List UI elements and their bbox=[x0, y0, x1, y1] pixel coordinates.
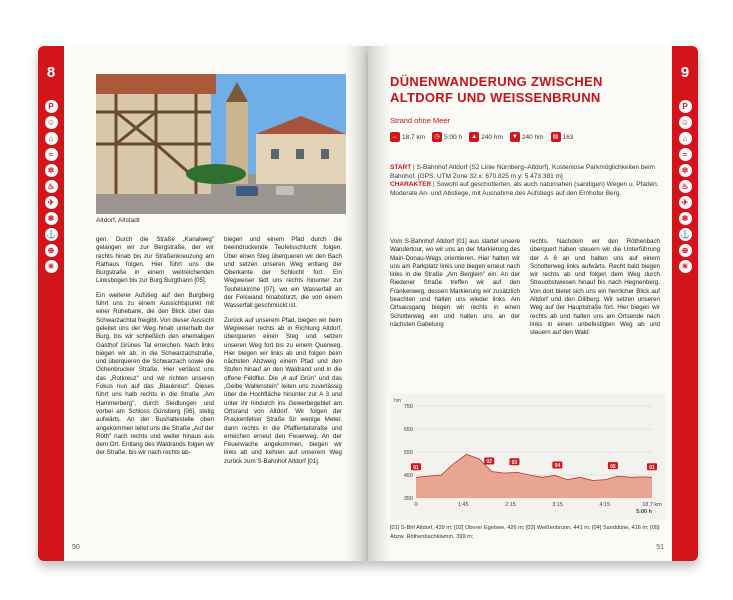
y-tick-label: 650 bbox=[403, 427, 413, 433]
character-info: CHARAKTER | Sowohl auf geschotterten, als auch naturnahen (sandigen) Wegen u. Pfaden. Moderate An- und Abstiege, mit Ausnahme des Aufstiegs auf den Ernhofer Berg. bbox=[390, 181, 659, 197]
side-category-icon: ☺ bbox=[679, 116, 692, 129]
side-category-icon: ❄ bbox=[45, 212, 58, 225]
altdorf-photo bbox=[96, 74, 346, 214]
character-label: CHARAKTER bbox=[390, 181, 432, 188]
side-category-icon: ⌂ bbox=[45, 132, 58, 145]
y-tick-label: 750 bbox=[403, 404, 413, 410]
stat-item bbox=[432, 132, 462, 142]
left-side-icons bbox=[38, 100, 64, 273]
stat-value: 163 bbox=[562, 133, 574, 141]
right-page bbox=[368, 46, 698, 561]
x-tick-label: 2:15 bbox=[505, 502, 516, 508]
start-info: START | S-Bahnhof Altdorf (S2 Linie Nürnberg–Altdorf). Kostenlose Parkmöglichkeiten beim Bahnhof. [GPS: UTM Zone 32 x: 670.825 m y: 5.473.381 m] bbox=[390, 164, 655, 180]
stat-value: 240 hm bbox=[521, 133, 544, 141]
elevation-profile-chart bbox=[390, 394, 665, 520]
y-tick-label: 450 bbox=[403, 473, 413, 479]
x-tick-label: 1:45 bbox=[457, 502, 469, 508]
stat-item bbox=[551, 132, 574, 142]
right-column-2: rechts. Nachdem wir den Röthenbach überquert haben steuern wir die Unterführung der A 6 an und halten uns auf einem Schotterweg links aufwärts. Recht bald biegen wir rechts ab und folgen dem Weg durch Streuobstwiesen hinauf bis nach Hegnenberg. Von dort bietet sich uns ein herrlicher Blick auf Altdorf und den Dillberg. Wir setzen unseren Weg auf der Hauptstraße fort. Hier biegen wir rechts ab und halten uns am Ortsende nach links in einen unbefestigten Weg ab und steuern auf den Wald bbox=[530, 238, 660, 337]
ascent-icon: ▲ bbox=[469, 132, 479, 142]
tour-stats bbox=[390, 132, 573, 142]
book-spread bbox=[38, 40, 698, 570]
stat-item bbox=[469, 132, 503, 142]
left-column-1 bbox=[96, 236, 214, 464]
y-tick-label: 350 bbox=[403, 496, 413, 502]
side-category-icon: ❄ bbox=[679, 212, 692, 225]
stat-item bbox=[510, 132, 544, 142]
side-category-icon: ♨ bbox=[679, 180, 692, 193]
side-category-icon: ✲ bbox=[679, 164, 692, 177]
waypoint-label: 01 bbox=[649, 464, 655, 471]
side-category-icon: ≈ bbox=[679, 148, 692, 161]
waypoint-label: 05 bbox=[610, 463, 616, 470]
y-axis-label: hm bbox=[394, 398, 401, 404]
chart-background bbox=[390, 394, 665, 520]
right-column-1: Vom S-Bahnhof Altdorf [01] aus startet unsere Wandertour, wo wir uns an der Markierung des Main-Donau-Wegs orientieren. Hier halten wir uns am Parkplatz links und biegen erneut nach links in die Straße „Am Berglein" ein. An der Riedener Straße treffen wir auf den Frankenweg, dessen Markierung wir zusätzlich beachten und halten uns wieder links. Am Ortsausgang biegen wir rechts in einen Schotterweg ein und halten uns an der nächsten Gabelung bbox=[390, 238, 520, 328]
time-end-label: 5:00 h bbox=[636, 509, 652, 515]
stat-value: 5:00 h bbox=[444, 133, 463, 141]
waypoint-label: 03 bbox=[511, 459, 518, 466]
distance-icon: ↔ bbox=[392, 134, 398, 140]
page-icon: ▤ bbox=[551, 132, 561, 142]
side-category-icon: ✈ bbox=[45, 196, 58, 209]
left-color-edge bbox=[38, 46, 64, 561]
side-category-icon: ⌂ bbox=[679, 132, 692, 145]
left-col1-paragraph-2: Ein weiterer Aufstieg auf den Burgberg führt uns zu einem Aussichtspunkt mit einer Ruhebank, die den Blick über das Schwarzachtal freigibt. Von dieser Aussicht geleitet uns der Weg hinab unterhalb der Burg, bis wir schließlich den ehemaligen Gasthof Grünes Tal erreichen. Nach links biegen wir ab, in die Schwarzachstraße, und überqueren die Schwarzach sowie die Ochenbrucker Straße. Hier verlässt uns das „Rotkreuz" und wir richten unseren Fokus nun auf das „Blaukreuz". Dieses führt uns halb rechts in die Straße „Am Hammerberg", durch Siedlungen und vorbei am Schloss Günsberg [06], stetig aufwärts. An der Bushaltestelle oben angekommen leitet uns die Straße „Auf der Röth" nach rechts und weiter hinaus aus dem Ort. Entlang des Waldrands folgen wir der Straße, bis wir nach rechts ab- bbox=[96, 291, 214, 457]
left-page-number: 50 bbox=[72, 544, 80, 551]
stat-value: 18,7 km bbox=[402, 133, 426, 141]
side-category-icon: ✈ bbox=[679, 196, 692, 209]
time-icon: ◷ bbox=[432, 132, 442, 142]
waypoint-label: 04 bbox=[554, 463, 561, 470]
side-category-icon: ☀ bbox=[679, 260, 692, 273]
side-category-icon: ⊕ bbox=[679, 244, 692, 257]
side-category-icon: ⚓ bbox=[680, 230, 690, 239]
side-category-icon: ☀ bbox=[45, 260, 58, 273]
stat-item bbox=[390, 132, 425, 142]
x-tick-label: 18,7 km bbox=[642, 502, 662, 508]
left-col1-paragraph-1: gen. Durch die Straße „Kanalweg" gelangen wir zur Bergstraße, der wir rechts hinab bis zur Straßenkreuzung am Rathaus folgen. Hier führt uns die Burgstraße in einem weitreichenden Linksbogen bis zur Burg Burgthann [05]. bbox=[96, 236, 214, 285]
start-label: START bbox=[390, 164, 412, 171]
left-col2-paragraph-2: Zurück auf unserem Pfad, biegen wir beim Wegweiser rechts ab in Richtung Altdorf, überqueren einen Steg und setzen unseren Weg fort bis zu einem Querweg. Hier biegen wir links ab und folgen beim nächsten Abzweig einem Pfad und den Stufen hinauf an den Waldrand und in die offene Feldflur. Die „4 auf Grün" und das „Gelbe Wallenstein" leiten uns zuverlässig über die Hochfläche hinunter zur A 3 und unter ihr hindurch ins Gewerbegebiet am Ortsrand von Altdorf. Wir folgen der Prackenfelser Straße für wenige Meter, dann rechts in die Pfaffentalstraße und erreichen erneut den Feuerweg. An der Feuerwache angekommen, biegen wir links ab und kehren auf unserem Weg zurück zum S-Bahnhof Altdorf [01]. bbox=[224, 316, 342, 465]
left-col2-paragraph-1: biegen und einem Pfad durch die beeindruckende Teufelsschlucht folgen. Über einen Steg überqueren wir den Bach und setzen unseren Weg entlang der Oberkante der Schlucht fort. Ein Wegweiser lädt uns rechts hinunter zur Teufelskirche [07], wo ein Wasserfall an der Felswand hinabstürzt, die von einem Wasserfall geschmückt ist. bbox=[224, 236, 342, 310]
x-tick-label: 4:15 bbox=[599, 502, 611, 508]
right-side-icons bbox=[672, 100, 698, 273]
left-page bbox=[38, 46, 368, 561]
side-category-icon: P bbox=[45, 100, 58, 113]
right-color-edge bbox=[672, 46, 698, 561]
side-category-icon: ⊕ bbox=[45, 244, 58, 257]
side-category-icon: P bbox=[679, 100, 692, 113]
tour-info bbox=[390, 164, 660, 198]
page-subtitle: Strand ohne Meer bbox=[390, 116, 451, 125]
side-category-icon: ✲ bbox=[45, 164, 58, 177]
character-text: Sowohl auf geschotterten, als auch naturnahen (sandigen) Wegen u. Pfaden. Moderate An- und Abstiege, mit Ausnahme des Aufstiegs auf den Ernhofer Berg. bbox=[390, 181, 659, 197]
page-title: DÜNENWANDERUNG ZWISCHEN ALTDORF UND WEISSENBRUNN bbox=[390, 74, 603, 105]
profile-legend: [01] S-Bhf Altdorf, 439 m; [02] Oberer Egelsee, 426 m; [03] Weißenbrunn, 441 m; [04] Sanddüne, 416 m; [05] Abzw. Röthenbachklamm, 399 m; bbox=[390, 525, 660, 540]
side-category-icon: ♨ bbox=[45, 180, 58, 193]
stat-value: 240 hm bbox=[481, 133, 503, 141]
start-text: S-Bahnhof Altdorf (S2 Linie Nürnberg–Altdorf). Kostenlose Parkmöglichkeiten beim Bahnhof. [GPS: UTM Zone 32 x: 670.825 m y: 5.473.381 m] bbox=[390, 164, 655, 180]
x-tick-label: 0 bbox=[414, 502, 418, 508]
descent-icon: ▼ bbox=[510, 132, 520, 142]
waypoint-label: 01 bbox=[413, 464, 419, 471]
photo-caption: Altdorf, Altstadt bbox=[96, 217, 140, 224]
side-category-icon: ⚓ bbox=[46, 230, 56, 239]
right-page-number: 51 bbox=[656, 544, 664, 551]
side-category-icon: ☺ bbox=[45, 116, 58, 129]
y-tick-label: 550 bbox=[403, 450, 413, 456]
left-tab-number: 8 bbox=[46, 64, 56, 81]
side-category-icon: ≈ bbox=[45, 148, 58, 161]
right-tab-number: 9 bbox=[680, 64, 690, 81]
x-tick-label: 3:15 bbox=[552, 502, 563, 508]
waypoint-label: 02 bbox=[486, 459, 492, 466]
left-column-2 bbox=[224, 236, 342, 472]
